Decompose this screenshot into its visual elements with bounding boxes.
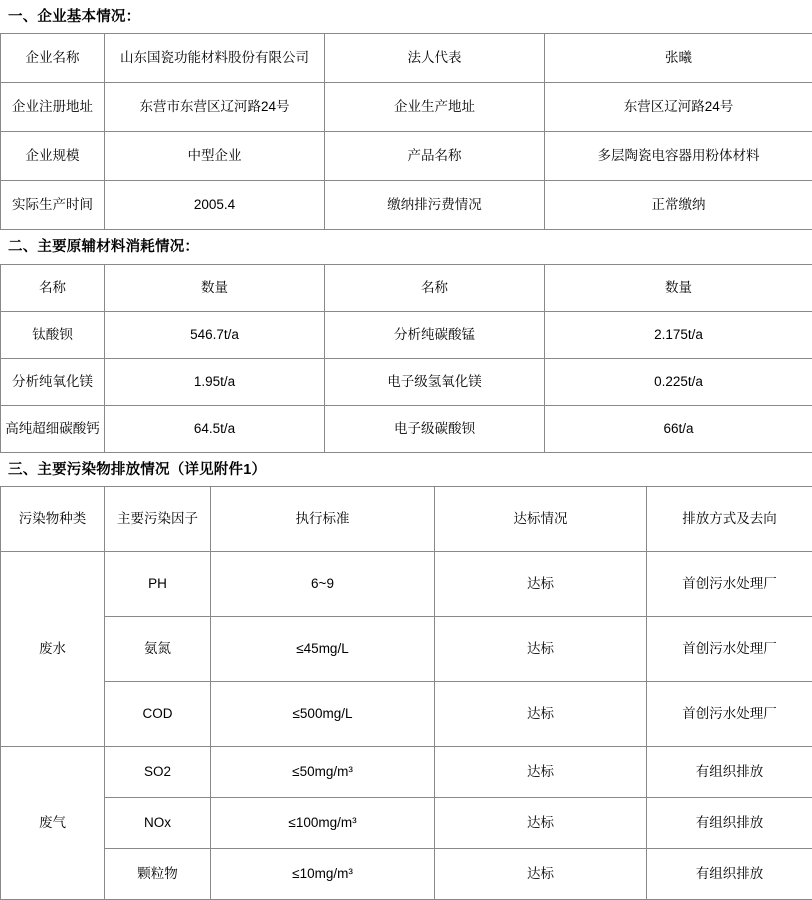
pollutant-factor: PH (105, 552, 211, 617)
value-legal-representative: 张曦 (545, 34, 812, 83)
section-title-emissions: 三、主要污染物排放情况（详见附件1） (0, 453, 812, 486)
table-row (1, 358, 812, 405)
section-title-materials: 二、主要原辅材料消耗情况： (0, 230, 812, 263)
table-row (1, 311, 812, 358)
table-row (1, 617, 812, 682)
pollutant-standard: ≤50mg/m³ (211, 747, 435, 798)
value-production-address: 东营区辽河路24号 (545, 83, 812, 132)
pollutant-standard: 6~9 (211, 552, 435, 617)
pollutant-compliance: 达标 (435, 617, 647, 682)
table-header-row (1, 264, 812, 311)
header-standard: 执行标准 (211, 487, 435, 552)
table-row (1, 849, 812, 900)
material-name: 电子级氢氧化镁 (325, 358, 545, 405)
category-waste-gas: 废气 (1, 747, 105, 900)
label-legal-representative: 法人代表 (325, 34, 545, 83)
pollutant-factor: SO2 (105, 747, 211, 798)
table-row (1, 798, 812, 849)
material-quantity: 64.5t/a (105, 405, 325, 452)
section-title-basic-info: 一、企业基本情况： (0, 0, 812, 33)
pollutant-discharge-route: 首创污水处理厂 (647, 617, 812, 682)
pollutant-factor: COD (105, 682, 211, 747)
value-registered-address: 东营市东营区辽河路24号 (105, 83, 325, 132)
value-production-start: 2005.4 (105, 181, 325, 230)
pollutant-factor: 氨氮 (105, 617, 211, 682)
material-quantity: 66t/a (545, 405, 812, 452)
header-quantity-2: 数量 (545, 264, 812, 311)
pollutant-compliance: 达标 (435, 682, 647, 747)
value-company-name: 山东国瓷功能材料股份有限公司 (105, 34, 325, 83)
pollutant-compliance: 达标 (435, 798, 647, 849)
header-name-2: 名称 (325, 264, 545, 311)
table-row (1, 552, 812, 617)
material-name: 分析纯碳酸锰 (325, 311, 545, 358)
material-name: 电子级碳酸钡 (325, 405, 545, 452)
pollutant-compliance: 达标 (435, 552, 647, 617)
table-row (1, 747, 812, 798)
label-pollution-fee: 缴纳排污费情况 (325, 181, 545, 230)
table-row (1, 405, 812, 452)
label-company-scale: 企业规模 (1, 132, 105, 181)
table-row (1, 682, 812, 747)
material-quantity: 0.225t/a (545, 358, 812, 405)
pollutant-factor: 颗粒物 (105, 849, 211, 900)
pollutant-compliance: 达标 (435, 849, 647, 900)
pollutant-factor: NOx (105, 798, 211, 849)
pollutant-compliance: 达标 (435, 747, 647, 798)
table-row (1, 83, 812, 132)
table-emissions (0, 486, 812, 900)
pollutant-discharge-route: 有组织排放 (647, 798, 812, 849)
table-row (1, 181, 812, 230)
label-product-name: 产品名称 (325, 132, 545, 181)
table-row (1, 132, 812, 181)
table-header-row (1, 487, 812, 552)
pollutant-standard: ≤100mg/m³ (211, 798, 435, 849)
header-name-1: 名称 (1, 264, 105, 311)
value-company-scale: 中型企业 (105, 132, 325, 181)
table-row (1, 34, 812, 83)
table-materials (0, 264, 812, 453)
pollutant-discharge-route: 有组织排放 (647, 747, 812, 798)
pollutant-discharge-route: 有组织排放 (647, 849, 812, 900)
category-wastewater: 废水 (1, 552, 105, 747)
pollutant-standard: ≤10mg/m³ (211, 849, 435, 900)
value-pollution-fee: 正常缴纳 (545, 181, 812, 230)
material-name: 高纯超细碳酸钙 (1, 405, 105, 452)
pollutant-discharge-route: 首创污水处理厂 (647, 552, 812, 617)
pollutant-standard: ≤45mg/L (211, 617, 435, 682)
pollutant-standard: ≤500mg/L (211, 682, 435, 747)
label-registered-address: 企业注册地址 (1, 83, 105, 132)
material-quantity: 2.175t/a (545, 311, 812, 358)
pollutant-discharge-route: 首创污水处理厂 (647, 682, 812, 747)
material-quantity: 1.95t/a (105, 358, 325, 405)
label-production-address: 企业生产地址 (325, 83, 545, 132)
header-pollutant-category: 污染物种类 (1, 487, 105, 552)
table-basic-info (0, 33, 812, 230)
header-quantity-1: 数量 (105, 264, 325, 311)
label-company-name: 企业名称 (1, 34, 105, 83)
material-name: 分析纯氧化镁 (1, 358, 105, 405)
label-production-start: 实际生产时间 (1, 181, 105, 230)
header-pollutant-factor: 主要污染因子 (105, 487, 211, 552)
header-discharge-route: 排放方式及去向 (647, 487, 812, 552)
value-product-name: 多层陶瓷电容器用粉体材料 (545, 132, 812, 181)
header-compliance: 达标情况 (435, 487, 647, 552)
material-name: 钛酸钡 (1, 311, 105, 358)
material-quantity: 546.7t/a (105, 311, 325, 358)
